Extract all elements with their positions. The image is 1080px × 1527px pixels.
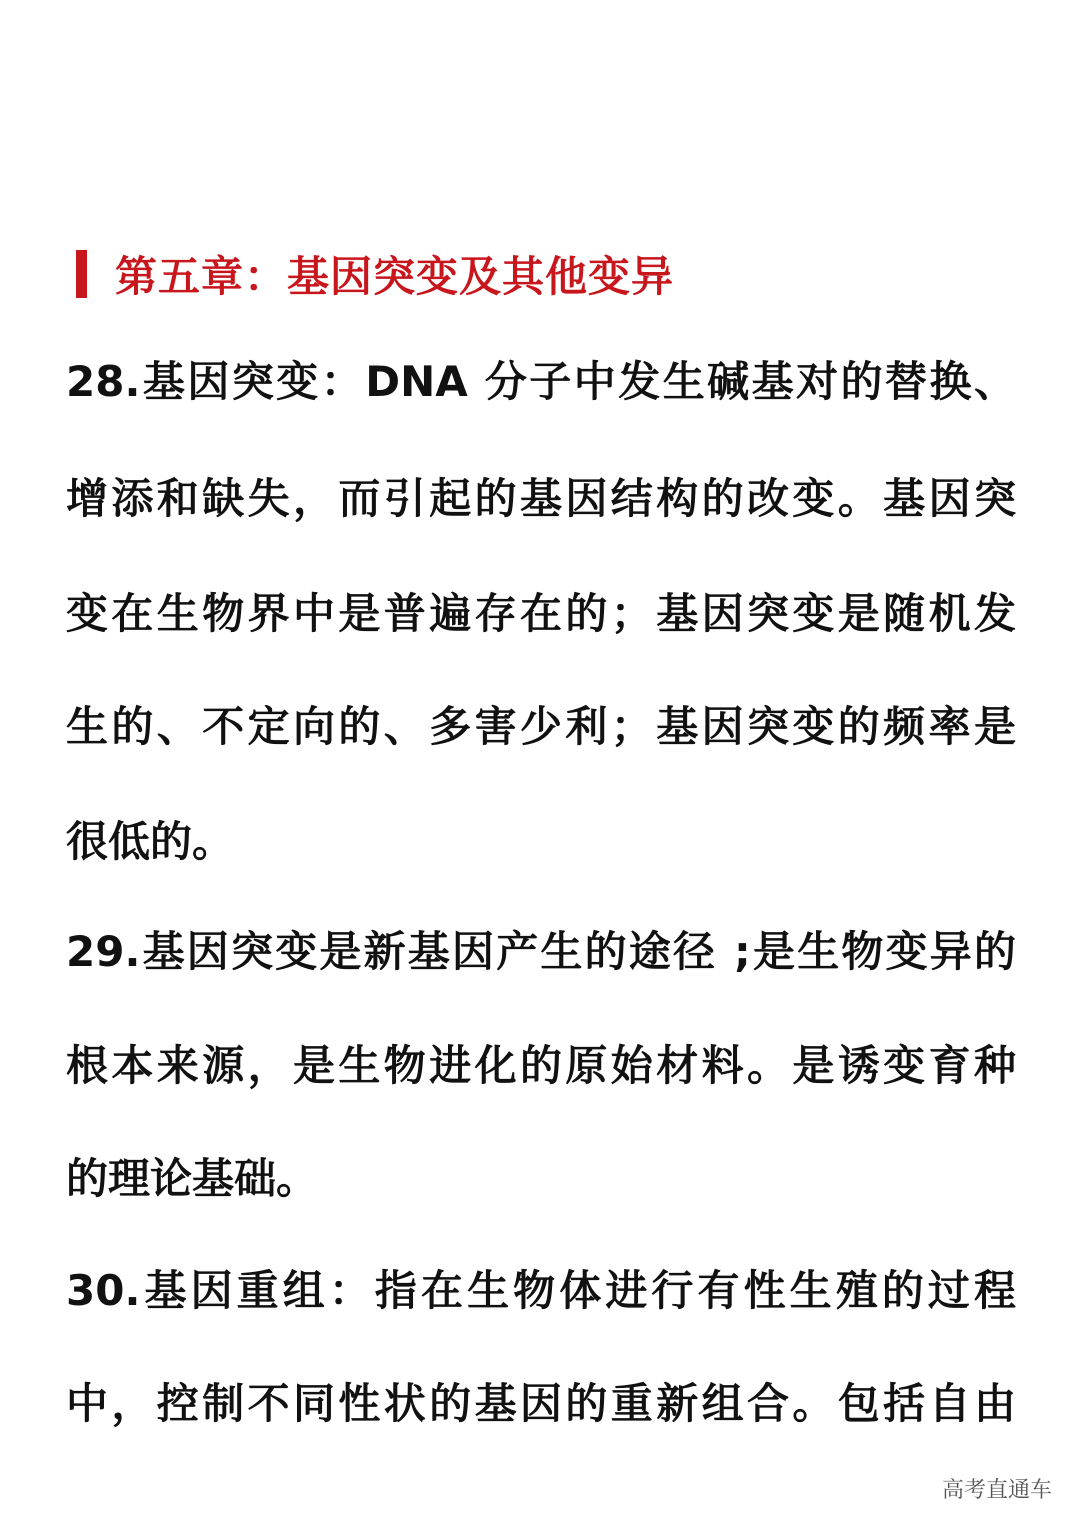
paragraph-line: 增添和缺失，而引起的基因结构的改变。基因突 [66,474,1016,523]
paragraph-line: 28.基因突变：DNA 分子中发生碱基对的替换、 [66,357,1016,406]
paragraph-line: 生的、不定向的、多害少利；基因突变的频率是 [66,702,1016,751]
paragraph-line: 30.基因重组：指在生物体进行有性生殖的过程 [66,1266,1016,1315]
paragraph-line: 很低的。 [66,817,235,866]
heading-accent-bar [76,250,87,298]
paragraph-line: 根本来源，是生物进化的原始材料。是诱变育种 [66,1041,1016,1090]
paragraph-line: 的理论基础。 [66,1154,319,1203]
paragraph-line: 中，控制不同性状的基因的重新组合。包括自由 [66,1379,1016,1428]
watermark: 高考直通车 [941,1478,1052,1503]
chapter-heading [76,244,674,304]
paragraph-line: 29.基因突变是新基因产生的途径 ;是生物变异的 [66,927,1016,976]
paragraph-line: 变在生物界中是普遍存在的；基因突变是随机发 [66,589,1016,638]
chapter-title: 第五章：基因突变及其他变异 [115,252,675,301]
